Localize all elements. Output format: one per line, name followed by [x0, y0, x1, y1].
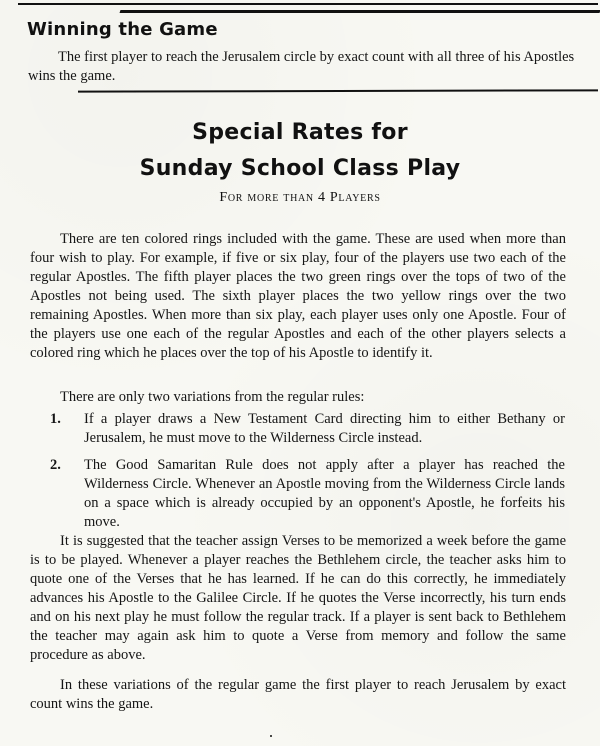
- special-title-line-2: Sunday School Class Play: [139, 156, 461, 181]
- variation-item-2: [50, 456, 565, 532]
- top-rule-line: [18, 3, 598, 5]
- variation-text-2: The Good Samaritan Rule does not apply after a player has reached the Wilderness Circle. Whenever an Apostle moving from the Wilderness Circle lands on a space which is already occupied by an opponent's Apostle, he forfeits his move.: [84, 457, 565, 530]
- special-paragraph-1: There are ten colored rings included with the game. These are used when more than four wish to play. For example, if five or six play, four of the players use two each of the regular Apostles. The fifth player places the two green rings over the tops of two of the Apostles not being used. The sixth player places the two yellow rings over the two remaining Apostles. When more than six play, each player uses only one Apostle. Four of the players use one each of the regular Apostles and each of the other players selects a colored ring which he places over the top of his Apostle to identify it.: [30, 231, 566, 361]
- variations-list: [50, 410, 565, 540]
- special-paragraph-2: It is suggested that the teacher assign Verses to be memorized a week before the game is to be played. Whenever a player reaches the Bethlehem circle, the teacher asks him to quote one of the Verses that he has learned. If he can do this correctly, he immediately advances his Apostle to the Galilee Circle. If he quotes the Verse incorrectly, his turn ends and on his next play he must follow the regular track. If a player is sent back to Bethlehem the teacher may again ask him to quote a Verse from memory and follow the same procedure as above.: [30, 533, 566, 663]
- variations-intro: There are only two variations from the regular rules:: [60, 389, 365, 405]
- special-paragraph-3: In these variations of the regular game the first player to reach Jerusalem by exact count wins the game.: [30, 677, 566, 712]
- winning-heading: Winning the Game: [27, 19, 218, 40]
- ink-speck: [270, 735, 272, 737]
- special-subtitle: For more than 4 Players: [219, 190, 381, 205]
- variation-text-1: If a player draws a New Testament Card directing him to either Bethany or Jerusalem, he must move to the Wilderness Circle instead.: [84, 411, 565, 446]
- winning-divider: [78, 89, 598, 92]
- top-rule-shadow: [120, 10, 600, 13]
- variation-number-1: 1.: [50, 411, 61, 427]
- winning-text: The first player to reach the Jerusalem circle by exact count with all three of his Apostles wins the game.: [28, 49, 575, 84]
- special-title-line-1: Special Rates for: [192, 120, 408, 145]
- variation-number-2: 2.: [50, 457, 61, 473]
- variation-item-1: [50, 410, 565, 448]
